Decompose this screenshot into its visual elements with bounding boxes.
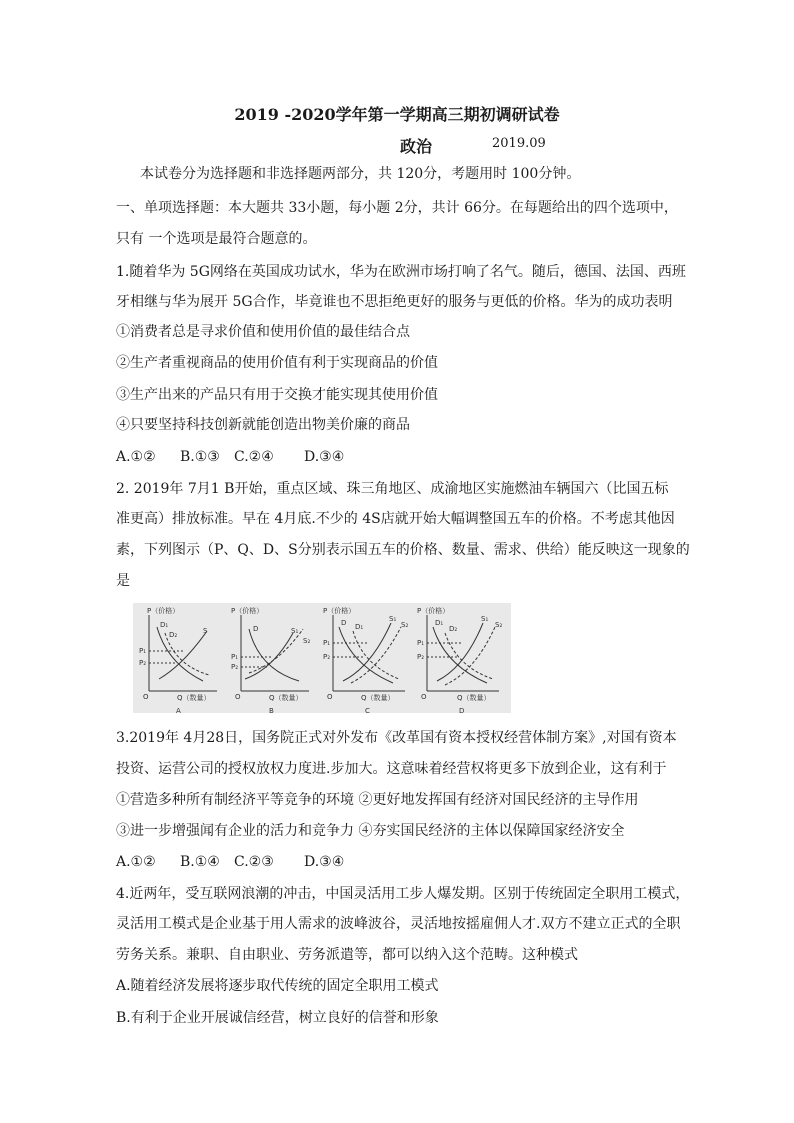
y-axis-label: P（价格）: [231, 607, 264, 615]
q2-stem-cont-3: 是: [116, 573, 130, 589]
svg-text:D₂: D₂: [169, 631, 178, 639]
svg-text:P₂: P₂: [417, 653, 425, 661]
q4-stem-cont-2: 劳务关系。兼职、自由职业、劳务派遣等，都可以纳入这个范畴。这种模式: [116, 947, 578, 963]
svg-text:D₁: D₁: [435, 619, 444, 627]
svg-text:D₂: D₂: [449, 625, 458, 633]
choice-d: D.③④: [304, 449, 345, 465]
y-axis-label: P（价格）: [417, 607, 450, 615]
exam-date: 2019.09: [492, 136, 546, 151]
origin-label: O: [235, 693, 241, 701]
q1-choices: [116, 448, 344, 466]
svg-text:S₂: S₂: [495, 621, 503, 629]
origin-label: O: [143, 693, 149, 701]
supply-demand-figure: [133, 603, 511, 713]
x-axis-label: Q（数量）: [457, 694, 491, 702]
choice-a: A.①②: [116, 854, 156, 870]
q1-option-3: ③生产出来的产品只有用于交换才能实现其使用价值: [116, 387, 438, 403]
q3-choices: [116, 853, 344, 871]
origin-label: O: [327, 693, 333, 701]
x-axis-label: Q（数量）: [269, 694, 303, 702]
svg-text:D₁: D₁: [160, 621, 169, 629]
section-heading-cont: 只有 一个选项是最符合题意的。: [116, 231, 317, 247]
svg-text:S₁: S₁: [389, 615, 397, 623]
choice-d: D.③④: [304, 854, 345, 870]
svg-text:S₁: S₁: [291, 627, 299, 635]
choice-b: B.①③: [180, 449, 220, 465]
svg-text:P₂: P₂: [139, 659, 147, 667]
graph-panel-a: [139, 606, 217, 713]
q2-stem-cont: 准更高）排放标准。早在 4月底.不少的 4S店就开始大幅调整国五车的价格。不考虑其他因: [116, 511, 675, 527]
choice-c: C.②③: [234, 854, 274, 870]
svg-text:S₂: S₂: [401, 621, 409, 629]
choice-a: A.①②: [116, 449, 156, 465]
q3-stem-cont: 投资、运营公司的授权放权力度进.步加大。这意味着经营权将更多下放到企业，这有利于: [116, 761, 667, 777]
q1-stem: 1.随着华为 5G网络在英国成功试水，华为在欧洲市场打响了名气。随后，德国、法国、西班: [116, 264, 686, 280]
svg-text:P₂: P₂: [231, 663, 239, 671]
page-title: 2019 -2020学年第一学期高三期初调研试卷: [234, 105, 560, 124]
intro-text: 本试卷分为选择题和非选择题两部分，共 120分，考题用时 100分钟。: [140, 166, 581, 182]
q4-stem-cont: 灵活用工模式是企业基于用人需求的波峰波谷，灵活地按摇雇佣人才.双方不建立正式的全职: [116, 916, 681, 932]
panel-label-c: C: [365, 707, 370, 713]
svg-text:P₁: P₁: [417, 639, 425, 647]
q4-stem: 4.近两年，受互联网浪潮的冲击，中国灵活用工步人爆发期。区别于传统固定全职用工模式，: [116, 886, 690, 902]
q3-options-1-2: ①营造多种所有制经济平等竞争的环境 ②更好地发挥国有经济对国民经济的主导作用: [116, 792, 639, 808]
graph-panel-c: [323, 606, 408, 713]
svg-text:S₁: S₁: [481, 615, 489, 623]
q1-stem-cont: 牙相继与华为展开 5G合作，毕竟谁也不思拒绝更好的服务与更低的价格。华为的成功表明: [116, 294, 673, 310]
panel-label-a: A: [176, 707, 181, 713]
svg-text:D: D: [253, 625, 259, 633]
y-axis-label: P（价格）: [323, 607, 356, 615]
panel-label-d: D: [459, 707, 465, 713]
q2-stem-cont-2: 素，下列图示（P、Q、D、S分别表示国五车的价格、数量、需求、供给）能反映这一现象的: [116, 542, 690, 558]
svg-text:D₁: D₁: [355, 623, 364, 631]
svg-text:P₁: P₁: [323, 639, 331, 647]
svg-text:S₂: S₂: [303, 637, 311, 645]
choice-b: B.①④: [180, 854, 220, 870]
svg-text:P₁: P₁: [139, 647, 147, 655]
svg-text:P₁: P₁: [231, 653, 239, 661]
y-axis-label: P（价格）: [147, 607, 180, 615]
x-axis-label: Q（数量）: [361, 694, 395, 702]
x-axis-label: Q（数量）: [177, 694, 211, 702]
svg-text:S: S: [203, 627, 208, 635]
q1-option-1: ①消费者总是寻求价值和使用价值的最佳结合点: [116, 324, 410, 340]
q4-option-b: B.有利于企业开展诚信经营，树立良好的信誉和形象: [116, 1010, 439, 1026]
panel-label-b: B: [269, 707, 274, 713]
svg-text:D: D: [341, 619, 347, 627]
graph-panel-d: [417, 606, 502, 713]
section-heading: 一、单项选择题：本大题共 33小题，每小题 2分，共计 66分。在每题给出的四个选项中，: [116, 200, 678, 216]
q2-stem: 2. 2019年 7月1 B开始，重点区域、珠三角地区、成渝地区实施燃油车辆国六（比国五标: [116, 481, 669, 497]
q4-option-a: A.随着经济发展将逐步取代传统的固定全职用工模式: [116, 978, 439, 994]
q3-options-3-4: ③进一步增强闻有企业的活力和竞争力 ④夯实国民经济的主体以保障国家经济安全: [116, 823, 625, 839]
svg-text:P₂: P₂: [323, 653, 331, 661]
origin-label: O: [421, 693, 427, 701]
subject-heading: 政治: [400, 137, 433, 156]
q1-option-4: ④只要坚持科技创新就能创造出物美价廉的商品: [116, 417, 410, 433]
graph-panel-b: [231, 606, 310, 713]
q3-stem: 3.2019年 4月28日，国务院正式对外发布《改革国有资本授权经营体制方案》,对国有资本: [116, 730, 677, 746]
q1-option-2: ②生产者重视商品的使用价值有利于实现商品的价值: [116, 355, 438, 371]
choice-c: C.②④: [234, 449, 274, 465]
